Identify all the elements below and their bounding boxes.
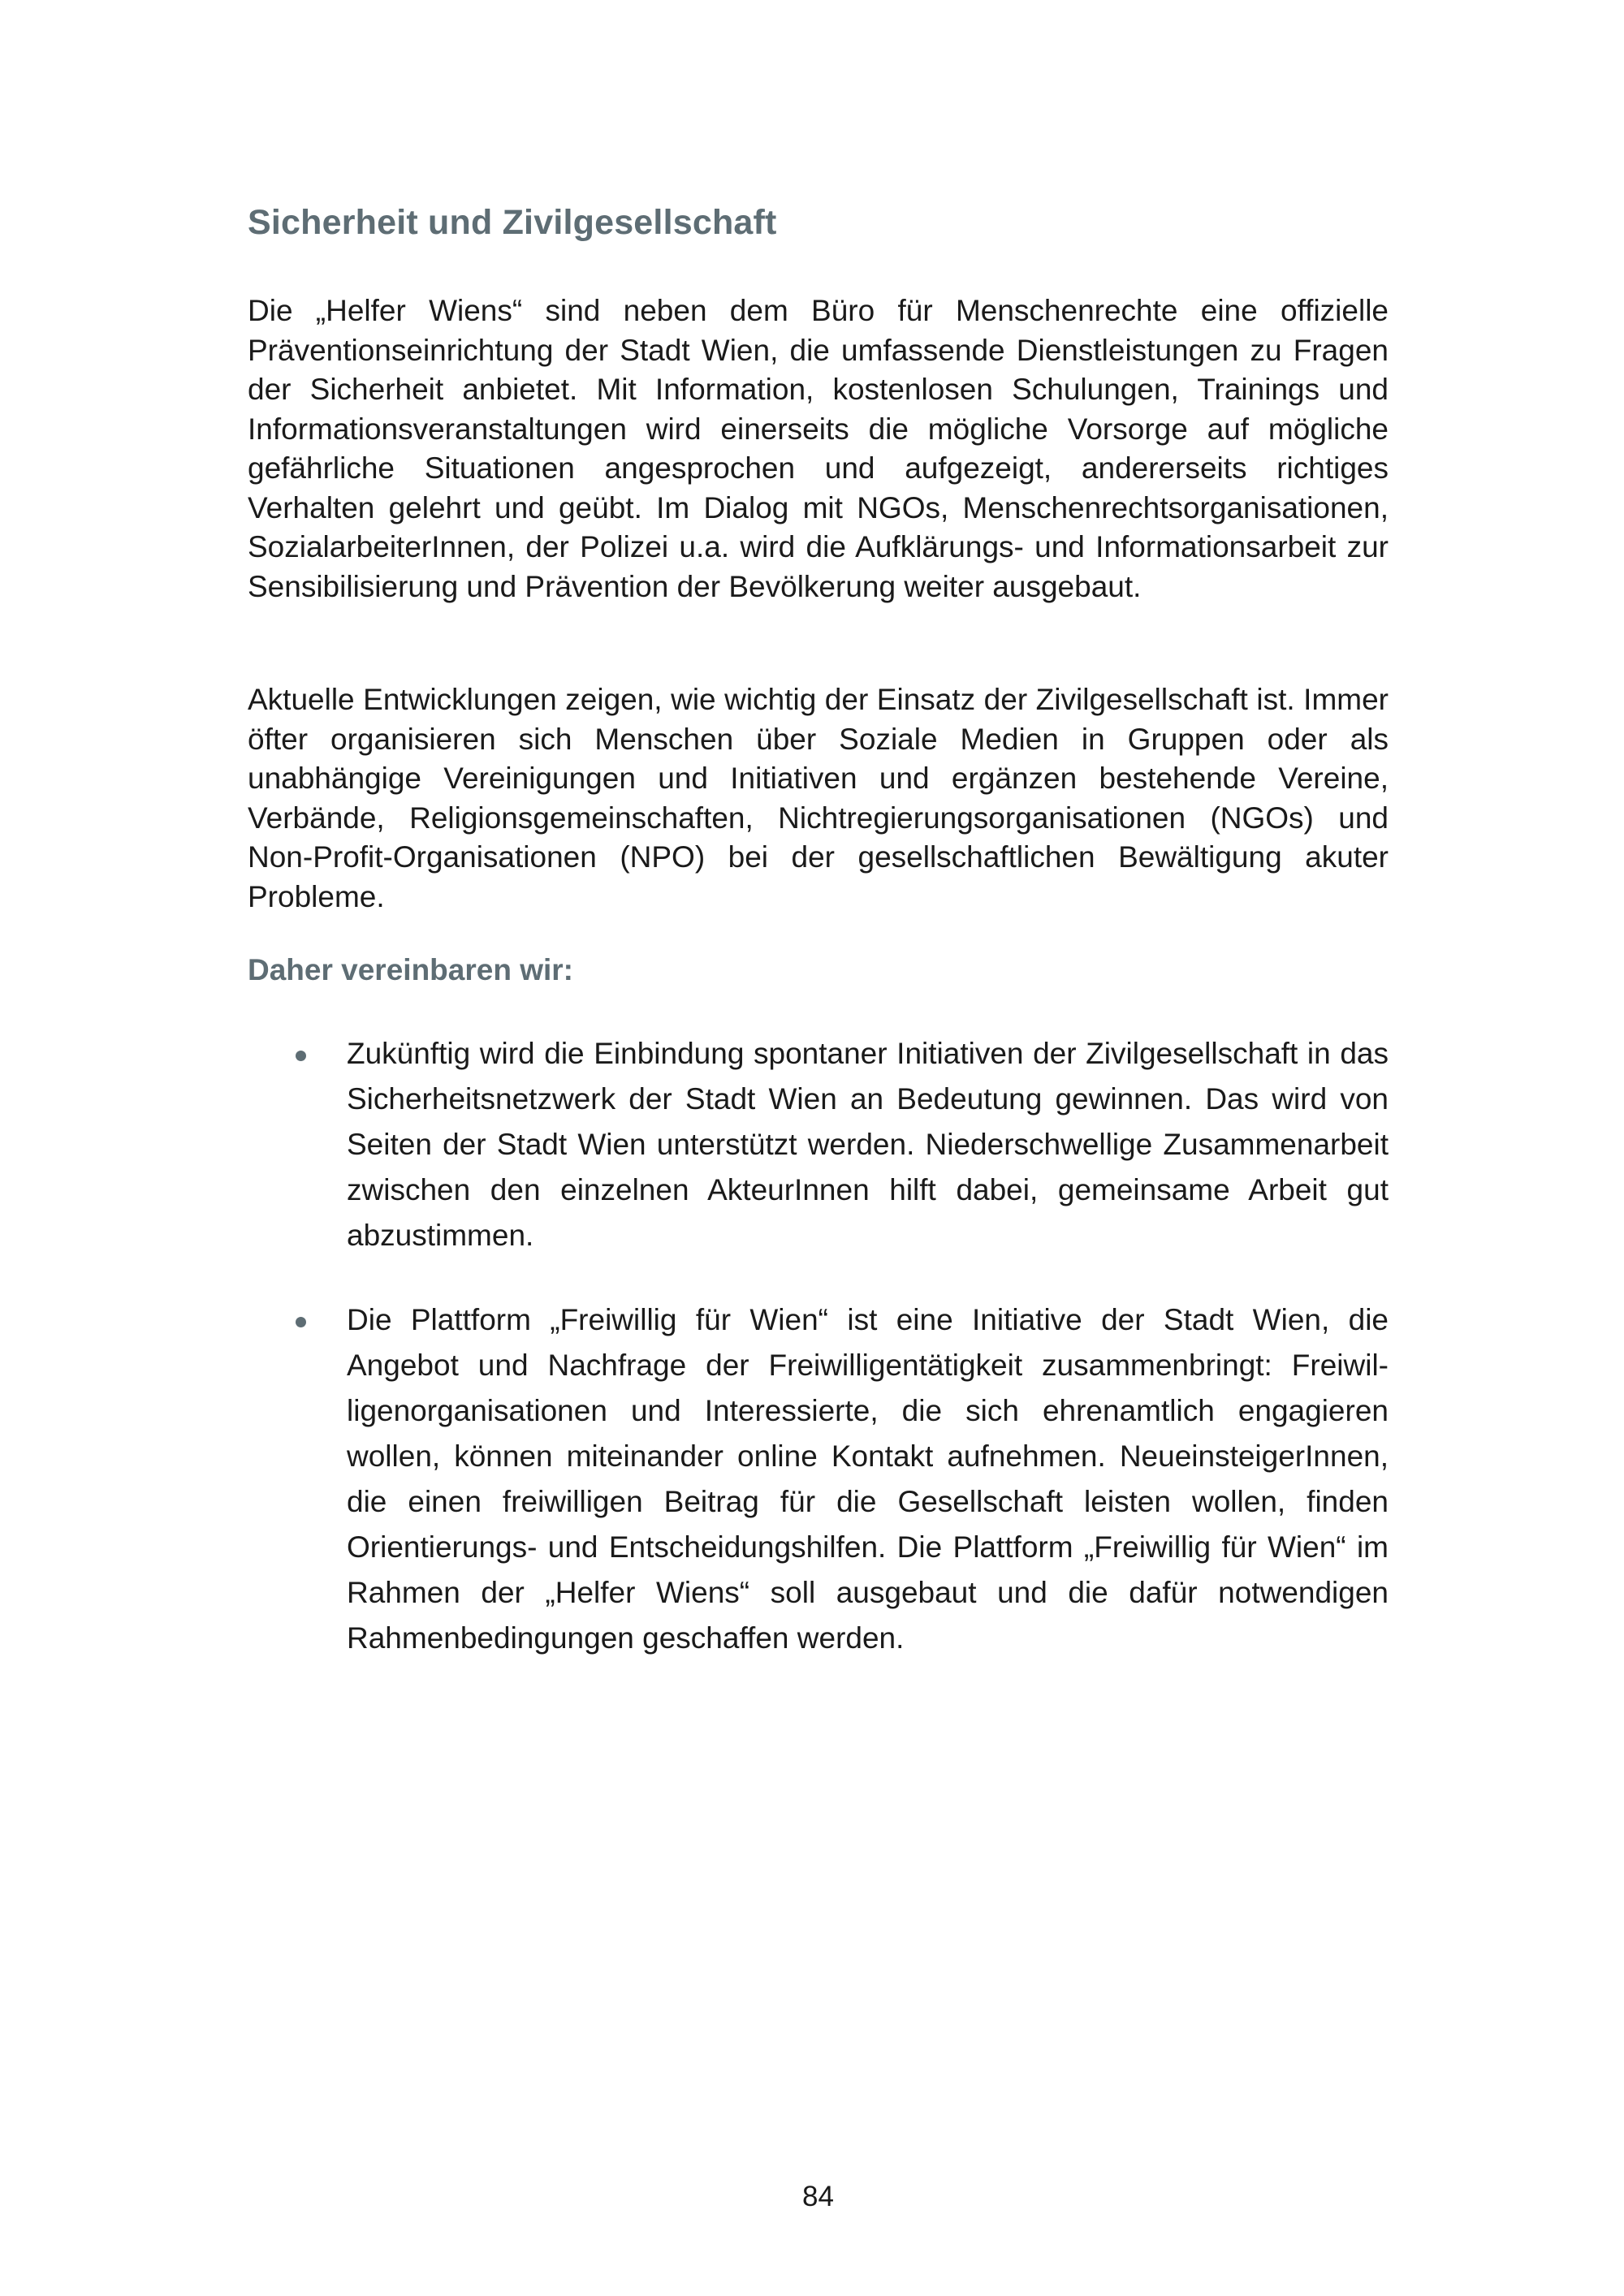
body-paragraph: Die „Helfer Wiens“ sind neben dem Büro für Menschenrechte eine offizielle Präventionseinrichtung der Stadt Wien, die umfassende Dienstleistungen zu Fragen der Sicherheit anbietet. Mit Information, kostenlosen Schulungen, Trainings und Informationsveranstaltungen wird einerseits die mögliche Vorsorge auf mögliche gefährliche Situationen angesprochen und aufgezeigt, andererseits richtiges Verhalten gelehrt und geübt. Im Dialog mit NGOs, Menschenrechtsorganisationen, SozialarbeiterInnen, der Polizei u.a. wird die Aufklärungs- und Informationsarbeit zur Sensibilisierung und Prävention der Bevölkerung weiter ausgebaut. bbox=[248, 294, 1389, 603]
page-number: 84 bbox=[802, 2181, 834, 2212]
bullet-icon bbox=[296, 1317, 306, 1327]
subheading: Daher vereinbaren wir: bbox=[248, 953, 573, 986]
bullet-icon bbox=[296, 1051, 306, 1061]
bullet-list bbox=[248, 1031, 1389, 1700]
section-title: Sicherheit und Zivilgesellschaft bbox=[248, 203, 777, 242]
body-paragraph: Aktuelle Entwicklungen zeigen, wie wichtig der Einsatz der Zivilgesellschaft ist. Immer öfter organisieren sich Menschen über Soziale Medien in Gruppen oder als unabhängige Vereinigungen und Initiativen und ergänzen bestehende Vereine, Verbände, Religionsgemeinschaften, Nichtregierungsorganisationen (NGOs) und Non-Profit-Organisationen (NPO) bei der gesellschaftlichen Bewältigung akuter Probleme. bbox=[248, 683, 1389, 913]
bullet-item bbox=[248, 1031, 1389, 1258]
bullet-item bbox=[248, 1297, 1389, 1661]
bullet-text: Die Plattform „Freiwillig für Wien“ ist eine Initiative der Stadt Wien, die Angebot und Nachfrage der Freiwilligentätigkeit zusammenbringt: Freiwilligenorganisationen und Interessierte, die sich ehrenamtlich engagieren wollen, können miteinander online Kontakt aufnehmen. NeueinsteigerInnen, die einen freiwilligen Beitrag für die Gesellschaft leisten wollen, finden Orientierungs- und Entscheidungshilfen. Die Plattform „Freiwillig für Wien“ im Rahmen der „Helfer Wiens“ soll ausgebaut und die dafür notwendigen Rahmenbedingungen geschaffen werden. bbox=[347, 1303, 1389, 1655]
document-page bbox=[248, 0, 1389, 2296]
bullet-text: Zukünftig wird die Einbindung spontaner Initiativen der Zivilgesellschaft in das Sicherheitsnetzwerk der Stadt Wien an Bedeutung gewinnen. Das wird von Seiten der Stadt Wien unterstützt werden. Niederschwellige Zusammenarbeit zwischen den einzelnen AkteurInnen hilft dabei, gemeinsame Arbeit gut abzustimmen. bbox=[347, 1037, 1389, 1252]
